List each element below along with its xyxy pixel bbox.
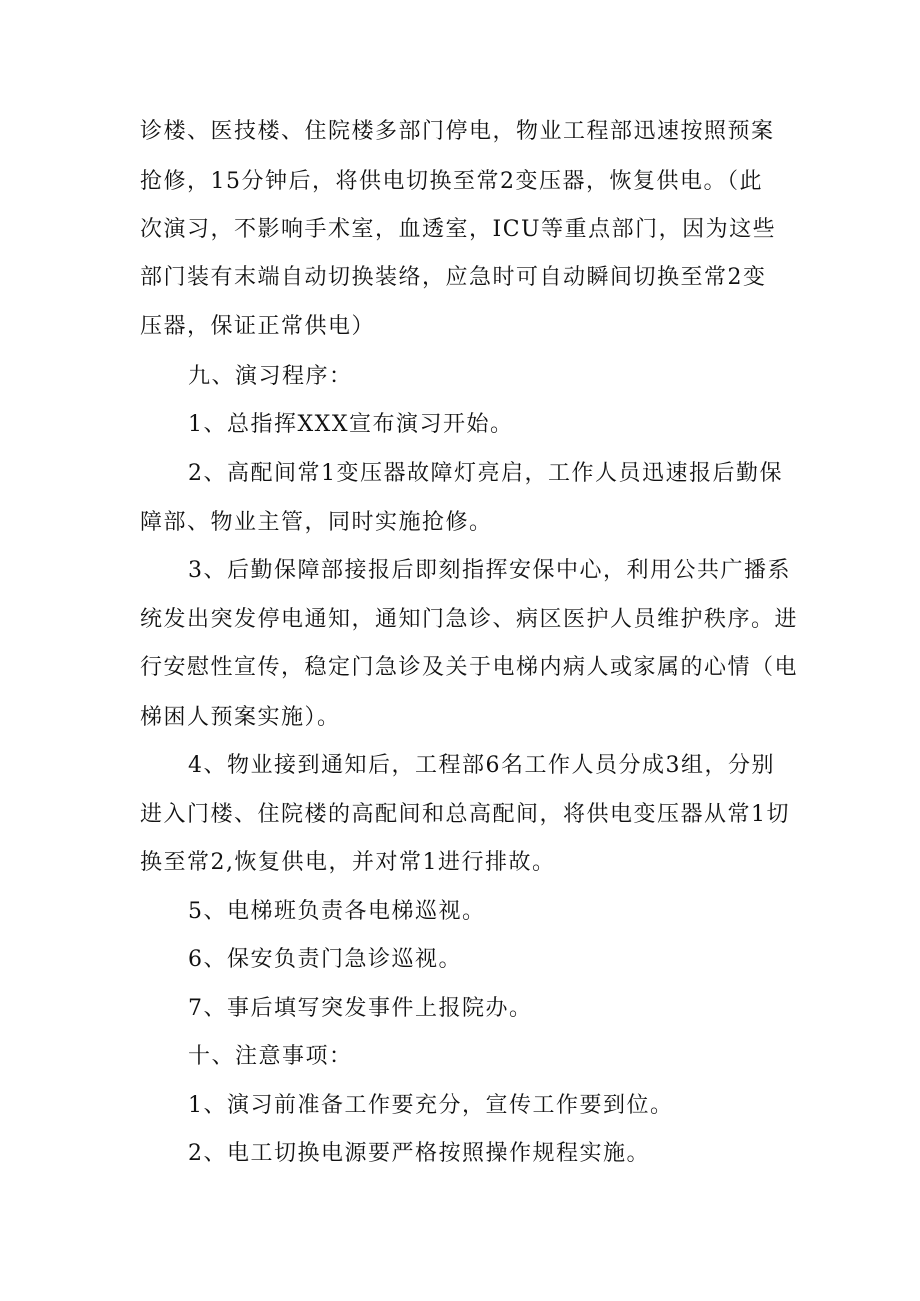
list-item: 2、高配间常1变压器故障灯亮启，工作人员迅速报后勤保 xyxy=(188,461,783,486)
section-heading: 九、演习程序： xyxy=(188,364,353,389)
paragraph-line: 诊楼、医技楼、住院楼多部门停电，物业工程部迅速按照预案 xyxy=(140,119,775,144)
paragraph-line: 梯困人预案实施）。 xyxy=(140,705,341,730)
list-item: 3、后勤保障部接报后即刻指挥安保中心，利用公共广播系 xyxy=(188,558,791,583)
list-item: 1、总指挥XXX宣布演习开始。 xyxy=(188,412,514,437)
list-item: 7、事后填写突发事件上报院办。 xyxy=(188,996,533,1021)
list-item: 6、保安负责门急诊巡视。 xyxy=(188,947,462,972)
paragraph-line: 换至常2,恢复供电，并对常1进行排故。 xyxy=(140,850,556,875)
paragraph-line: 障部、物业主管，同时实施抢修。 xyxy=(140,510,493,535)
list-item: 2、电工切换电源要严格按照操作规程实施。 xyxy=(188,1141,650,1166)
paragraph-line: 进入门楼、住院楼的高配间和总高配间，将供电变压器从常1切 xyxy=(140,802,790,827)
paragraph-line: 部门装有末端自动切换装络，应急时可自动瞬间切换至常2变 xyxy=(140,265,767,290)
paragraph-line: 压器，保证正常供电） xyxy=(140,314,376,339)
paragraph-line: 抢修，15分钟后，将供电切换至常2变压器，恢复供电。（此 xyxy=(140,169,763,194)
paragraph-line: 统发出突发停电通知，通知门急诊、病区医护人员维护秩序。进 xyxy=(140,607,799,632)
section-heading: 十、注意事项： xyxy=(188,1044,353,1069)
paragraph-line: 行安慰性宣传，稳定门急诊及关于电梯内病人或家属的心情（电 xyxy=(140,655,799,680)
list-item: 5、电梯班负责各电梯巡视。 xyxy=(188,899,486,924)
list-item: 1、演习前准备工作要充分，宣传工作要到位。 xyxy=(188,1093,674,1118)
list-item: 4、物业接到通知后，工程部6名工作人员分成3组，分别 xyxy=(188,753,775,778)
paragraph-line: 次演习，不影响手术室，血透室，ICU等重点部门，因为这些 xyxy=(140,217,777,242)
